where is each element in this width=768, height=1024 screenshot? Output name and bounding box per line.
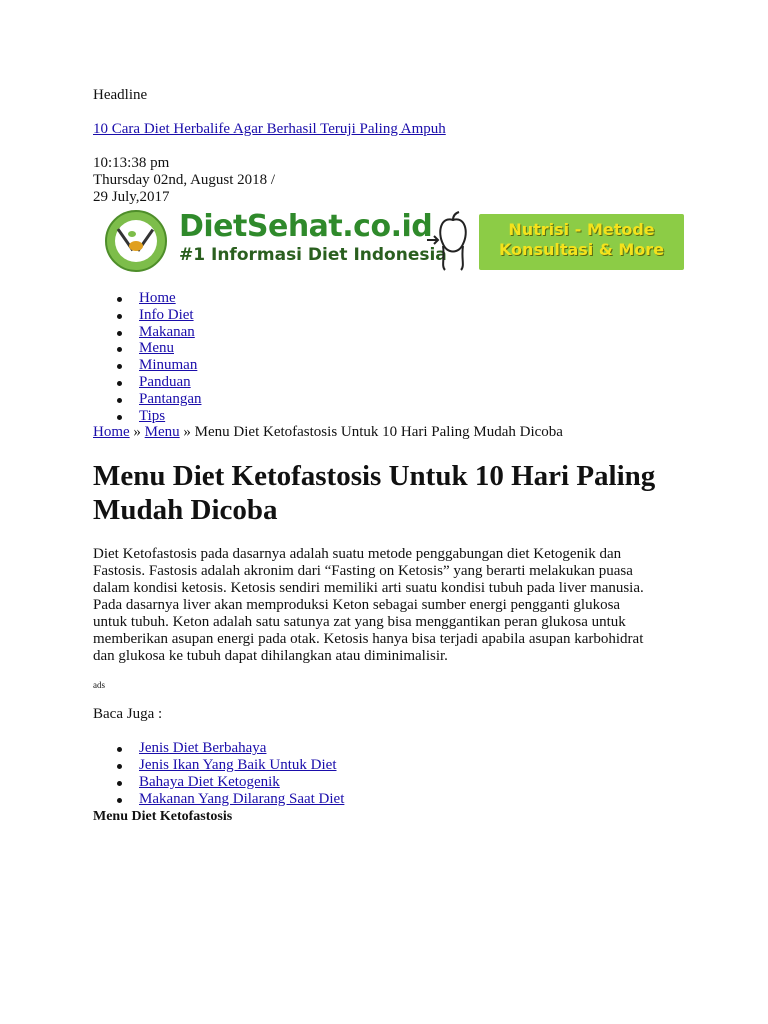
nav-link-info-diet[interactable]: Info Diet bbox=[139, 306, 194, 323]
nav-item-info-diet bbox=[93, 307, 693, 324]
apple-body-icon bbox=[425, 210, 481, 272]
article-title: Menu Diet Ketofastosis Untuk 10 Hari Paling Mudah Dicoba bbox=[93, 460, 656, 527]
nav-item-tips bbox=[93, 408, 693, 425]
nav-item-menu bbox=[93, 340, 693, 357]
list-item bbox=[93, 791, 693, 808]
related-link[interactable]: Makanan Yang Dilarang Saat Diet bbox=[139, 790, 345, 807]
list-item bbox=[93, 774, 693, 791]
current-time: 10:13:38 pm bbox=[93, 155, 170, 171]
ads-label: ads bbox=[93, 680, 105, 691]
nav-link-panduan[interactable]: Panduan bbox=[139, 373, 191, 390]
current-date: Thursday 02nd, August 2018 / bbox=[93, 172, 276, 188]
nav-item-panduan bbox=[93, 374, 693, 391]
site-banner[interactable] bbox=[105, 210, 695, 272]
breadcrumb-home[interactable]: Home bbox=[93, 424, 130, 441]
fork-spoon-logo-icon bbox=[105, 210, 167, 272]
promo-banner[interactable] bbox=[479, 214, 684, 270]
breadcrumb-separator: » bbox=[129, 424, 145, 441]
nav-link-makanan[interactable]: Makanan bbox=[139, 323, 195, 340]
post-date: 29 July,2017 bbox=[93, 189, 170, 205]
list-item bbox=[93, 740, 693, 757]
nav-item-pantangan bbox=[93, 391, 693, 408]
article-paragraph: Diet Ketofastosis pada dasarnya adalah suatu metode penggabungan diet Ketogenik dan Fastosis. Fastosis adalah akronim dari “Fasting on Ketosis” yang berarti melakukan puasa dalam kondisi ketosis. Ketosis sendiri memiliki arti suatu kondisi tubuh pada liver manusia. Pada dasarnya liver akan memproduksi Keton sebagai sumber energi pengganti glukosa untuk tubuh. Keton adalah satu satunya zat yang bisa menggantikan peran glukosa untuk memberikan asupan energi pada otak. Ketosis hanya bisa terjadi apabila asupan karbohidrat dan glukosa ke tubuh dapat dihilangkan atau diminimalisir. bbox=[93, 546, 644, 665]
breadcrumb-separator: » bbox=[179, 424, 195, 441]
site-tagline: #1 Informasi Diet Indonesia bbox=[179, 245, 447, 265]
datetime-block bbox=[93, 155, 693, 206]
logo-main: DietSehat bbox=[179, 209, 343, 244]
headline-link[interactable]: 10 Cara Diet Herbalife Agar Berhasil Teruji Paling Ampuh bbox=[93, 121, 446, 137]
list-item bbox=[93, 757, 693, 774]
nav-link-tips[interactable]: Tips bbox=[139, 407, 166, 424]
nav-item-makanan bbox=[93, 324, 693, 341]
related-link[interactable]: Jenis Diet Berbahaya bbox=[139, 740, 267, 757]
breadcrumb-menu[interactable]: Menu bbox=[144, 424, 180, 441]
main-nav bbox=[93, 290, 693, 424]
nav-link-minuman[interactable]: Minuman bbox=[139, 357, 198, 374]
promo-line-1: Nutrisi - Metode bbox=[508, 220, 655, 239]
nav-link-pantangan[interactable]: Pantangan bbox=[139, 390, 202, 407]
site-logo-text bbox=[179, 210, 432, 244]
promo-line-2: Konsultasi & More bbox=[498, 240, 665, 259]
headline-label: Headline bbox=[93, 87, 148, 103]
page-content bbox=[93, 87, 693, 825]
related-link[interactable]: Bahaya Diet Ketogenik bbox=[139, 773, 280, 790]
related-link[interactable]: Jenis Ikan Yang Baik Untuk Diet bbox=[139, 757, 337, 774]
nav-item-minuman bbox=[93, 357, 693, 374]
section-title: Menu Diet Ketofastosis bbox=[93, 808, 233, 824]
nav-link-menu[interactable]: Menu bbox=[139, 340, 174, 357]
nav-item-home bbox=[93, 290, 693, 307]
nav-link-home[interactable]: Home bbox=[139, 290, 176, 306]
related-links bbox=[93, 740, 693, 807]
breadcrumb-current: Menu Diet Ketofastosis Untuk 10 Hari Paling Mudah Dicoba bbox=[194, 424, 563, 441]
baca-juga-label: Baca Juga : bbox=[93, 706, 163, 723]
breadcrumb bbox=[93, 424, 693, 441]
logo-tld: .co.id bbox=[342, 209, 433, 244]
